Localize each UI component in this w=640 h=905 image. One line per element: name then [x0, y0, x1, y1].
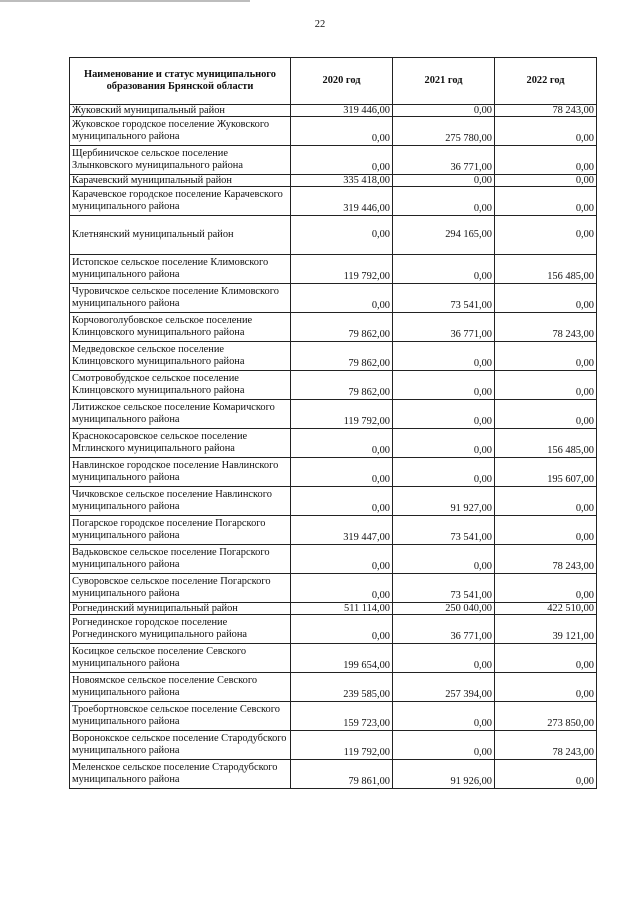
- row-2021-cell: 250 040,00: [393, 603, 495, 615]
- row-name-cell: Рогнединское городское поселение Рогнединского муниципального района: [70, 615, 291, 644]
- table-row: [70, 644, 597, 673]
- row-2022-cell: 0,00: [495, 487, 597, 516]
- row-2022-cell: 0,00: [495, 175, 597, 187]
- row-2021-cell: 0,00: [393, 342, 495, 371]
- row-2020-cell: 159 723,00: [291, 702, 393, 731]
- row-2021-cell: 0,00: [393, 429, 495, 458]
- header-name: Наименование и статус муниципального образования Брянской области: [70, 58, 291, 105]
- row-2022-cell: 78 243,00: [495, 545, 597, 574]
- table-row: [70, 400, 597, 429]
- row-2020-cell: 0,00: [291, 574, 393, 603]
- table-row: [70, 731, 597, 760]
- row-name-cell: Воронокское сельское поселение Стародубского муниципального района: [70, 731, 291, 760]
- row-2022-cell: 0,00: [495, 371, 597, 400]
- row-2021-cell: 73 541,00: [393, 284, 495, 313]
- row-2022-cell: 0,00: [495, 760, 597, 789]
- row-name-cell: Рогнединский муниципальный район: [70, 603, 291, 615]
- row-2020-cell: 0,00: [291, 146, 393, 175]
- row-2021-cell: 0,00: [393, 105, 495, 117]
- table-row: [70, 342, 597, 371]
- header-2021: 2021 год: [393, 58, 495, 105]
- row-2020-cell: 0,00: [291, 117, 393, 146]
- row-2022-cell: 273 850,00: [495, 702, 597, 731]
- row-2021-cell: 0,00: [393, 400, 495, 429]
- row-2020-cell: 79 862,00: [291, 313, 393, 342]
- table-row: [70, 487, 597, 516]
- row-2020-cell: 239 585,00: [291, 673, 393, 702]
- header-2022: 2022 год: [495, 58, 597, 105]
- row-name-cell: Истопское сельское поселение Климовского муниципального района: [70, 255, 291, 284]
- page-number: 22: [314, 19, 326, 30]
- row-2021-cell: 73 541,00: [393, 574, 495, 603]
- row-2022-cell: 0,00: [495, 400, 597, 429]
- row-2020-cell: 319 447,00: [291, 516, 393, 545]
- row-2020-cell: 319 446,00: [291, 105, 393, 117]
- table-row: [70, 105, 597, 117]
- row-2022-cell: 39 121,00: [495, 615, 597, 644]
- row-2021-cell: 0,00: [393, 371, 495, 400]
- row-2021-cell: 0,00: [393, 255, 495, 284]
- row-name-cell: Карачевский муниципальный район: [70, 175, 291, 187]
- row-2022-cell: 156 485,00: [495, 429, 597, 458]
- row-2022-cell: 0,00: [495, 342, 597, 371]
- table-row: [70, 187, 597, 216]
- row-2021-cell: 36 771,00: [393, 615, 495, 644]
- table-row: [70, 429, 597, 458]
- row-2021-cell: 257 394,00: [393, 673, 495, 702]
- row-2022-cell: 78 243,00: [495, 313, 597, 342]
- table-row: [70, 574, 597, 603]
- row-2021-cell: 0,00: [393, 187, 495, 216]
- row-2020-cell: 119 792,00: [291, 400, 393, 429]
- row-2022-cell: 78 243,00: [495, 731, 597, 760]
- table-row: [70, 284, 597, 313]
- row-2020-cell: 119 792,00: [291, 255, 393, 284]
- table-body: [70, 105, 597, 789]
- row-2021-cell: 91 927,00: [393, 487, 495, 516]
- row-2022-cell: 0,00: [495, 284, 597, 313]
- row-2021-cell: 36 771,00: [393, 313, 495, 342]
- row-name-cell: Вадьковское сельское поселение Погарского муниципального района: [70, 545, 291, 574]
- row-2022-cell: 78 243,00: [495, 105, 597, 117]
- table-row: [70, 545, 597, 574]
- row-2021-cell: 294 165,00: [393, 216, 495, 255]
- row-2022-cell: 0,00: [495, 187, 597, 216]
- table-row: [70, 255, 597, 284]
- row-2021-cell: 0,00: [393, 702, 495, 731]
- row-2021-cell: 36 771,00: [393, 146, 495, 175]
- row-2021-cell: 0,00: [393, 458, 495, 487]
- row-name-cell: Меленское сельское поселение Стародубского муниципального района: [70, 760, 291, 789]
- row-name-cell: Корчовоголубовское сельское поселение Клинцовского муниципального района: [70, 313, 291, 342]
- row-name-cell: Литижское сельское поселение Комаричского муниципального района: [70, 400, 291, 429]
- table-row: [70, 371, 597, 400]
- row-2022-cell: 195 607,00: [495, 458, 597, 487]
- table-row: [70, 673, 597, 702]
- row-2022-cell: 0,00: [495, 216, 597, 255]
- row-2020-cell: 0,00: [291, 487, 393, 516]
- table-row: [70, 603, 597, 615]
- row-2020-cell: 199 654,00: [291, 644, 393, 673]
- row-2020-cell: 511 114,00: [291, 603, 393, 615]
- table-row: [70, 175, 597, 187]
- row-2021-cell: 73 541,00: [393, 516, 495, 545]
- allocation-table: [69, 57, 597, 789]
- row-2020-cell: 0,00: [291, 545, 393, 574]
- row-name-cell: Жуковский муниципальный район: [70, 105, 291, 117]
- row-2022-cell: 422 510,00: [495, 603, 597, 615]
- table-header-row: [70, 58, 597, 105]
- row-name-cell: Чичковское сельское поселение Навлинского муниципального района: [70, 487, 291, 516]
- row-name-cell: Погарское городское поселение Погарского муниципального района: [70, 516, 291, 545]
- row-name-cell: Карачевское городское поселение Карачевского муниципального района: [70, 187, 291, 216]
- row-name-cell: Клетнянский муниципальный район: [70, 216, 291, 255]
- row-2021-cell: 0,00: [393, 731, 495, 760]
- row-2021-cell: 0,00: [393, 545, 495, 574]
- row-name-cell: Косицкое сельское поселение Севского муниципального района: [70, 644, 291, 673]
- table-row: [70, 615, 597, 644]
- row-2020-cell: 0,00: [291, 429, 393, 458]
- row-2022-cell: 0,00: [495, 146, 597, 175]
- row-name-cell: Новоямское сельское поселение Севского муниципального района: [70, 673, 291, 702]
- row-2022-cell: 0,00: [495, 516, 597, 545]
- row-2020-cell: 119 792,00: [291, 731, 393, 760]
- row-2021-cell: 0,00: [393, 644, 495, 673]
- row-2020-cell: 79 862,00: [291, 342, 393, 371]
- row-2020-cell: 79 862,00: [291, 371, 393, 400]
- row-2020-cell: 335 418,00: [291, 175, 393, 187]
- row-2020-cell: 0,00: [291, 216, 393, 255]
- row-2022-cell: 0,00: [495, 673, 597, 702]
- row-2020-cell: 79 861,00: [291, 760, 393, 789]
- row-2020-cell: 0,00: [291, 615, 393, 644]
- row-2020-cell: 319 446,00: [291, 187, 393, 216]
- header-2020: 2020 год: [291, 58, 393, 105]
- table-row: [70, 458, 597, 487]
- table-row: [70, 146, 597, 175]
- row-2021-cell: 91 926,00: [393, 760, 495, 789]
- row-2022-cell: 0,00: [495, 574, 597, 603]
- row-name-cell: Навлинское городское поселение Навлинского муниципального района: [70, 458, 291, 487]
- table-row: [70, 313, 597, 342]
- row-name-cell: Суворовское сельское поселение Погарского муниципального района: [70, 574, 291, 603]
- row-2020-cell: 0,00: [291, 458, 393, 487]
- row-name-cell: Смотровобудское сельское поселение Клинцовского муниципального района: [70, 371, 291, 400]
- scan-edge-mark: [0, 0, 250, 2]
- table-row: [70, 516, 597, 545]
- row-2022-cell: 0,00: [495, 644, 597, 673]
- row-2021-cell: 0,00: [393, 175, 495, 187]
- row-name-cell: Чуровичское сельское поселение Климовского муниципального района: [70, 284, 291, 313]
- row-name-cell: Щербиничское сельское поселение Злынковского муниципального района: [70, 146, 291, 175]
- row-name-cell: Медведовское сельское поселение Клинцовского муниципального района: [70, 342, 291, 371]
- row-name-cell: Краснокосаровское сельское поселение Мглинского муниципального района: [70, 429, 291, 458]
- row-name-cell: Троебортновское сельское поселение Севского муниципального района: [70, 702, 291, 731]
- row-2022-cell: 156 485,00: [495, 255, 597, 284]
- row-2020-cell: 0,00: [291, 284, 393, 313]
- table-row: [70, 117, 597, 146]
- table-row: [70, 702, 597, 731]
- table-row: [70, 760, 597, 789]
- table-row: [70, 216, 597, 255]
- row-2021-cell: 275 780,00: [393, 117, 495, 146]
- row-2022-cell: 0,00: [495, 117, 597, 146]
- row-name-cell: Жуковское городское поселение Жуковского муниципального района: [70, 117, 291, 146]
